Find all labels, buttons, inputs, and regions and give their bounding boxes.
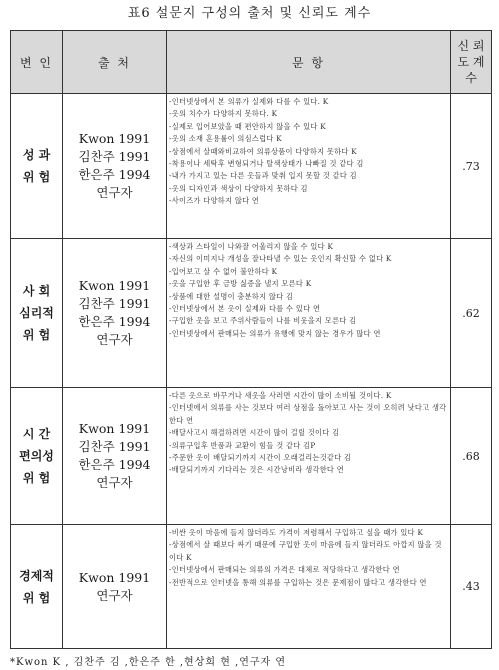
reliability-cell: .62 <box>451 239 492 388</box>
source-cell: Kwon 1991 김찬주 1991 한은주 1994 연구자 <box>63 94 167 239</box>
header-source: 출 처 <box>63 31 167 94</box>
item-text: -상점에서 살때와비교하여 의류상품이 다양하지 못하다 K <box>169 146 357 156</box>
variable-cell: 성 과 위 험 <box>11 94 63 239</box>
reliability-cell: .43 <box>451 525 492 649</box>
item-text: -착용이나 세탁후 변형되거나 탈색상태가 나빠질 것 같다 김 <box>169 159 364 169</box>
item-text: -배달되기까지 기다리는 것은 시간낭비라 생각한다 연 <box>169 465 345 475</box>
item-text: -인터넷상에서 판매되는 의류의 가격은 대체로 적당하다고 생각한다 연 <box>169 565 400 575</box>
item-text: -옷의 소재 혼용률이 의심스럽다 K <box>169 134 282 144</box>
items-cell <box>167 525 451 649</box>
item-text: -의류구입후 반품과 교환이 힘들 것 같다 김P <box>169 440 316 450</box>
survey-source-table <box>10 30 492 649</box>
source-cell: Kwon 1991 연구자 <box>63 525 167 649</box>
item-text: -자신의 이미지나 개성을 잘나타낼 수 있는 옷인지 확신할 수 없다 K <box>169 254 392 264</box>
table-caption: 표6 설문지 구성의 출처 및 신뢰도 계수 <box>127 6 372 21</box>
item-text: -배달사고시 해결하려면 시간이 많이 걸릴 것이다 김 <box>169 428 340 438</box>
item-text: -인터넷상에서 판매되는 의류가 유행에 맞지 않는 경우가 많다 연 <box>169 328 381 338</box>
table-footnote: *Kwon K , 김찬주 김 ,한은주 한 ,현상희 현 ,연구자 연 <box>10 657 287 668</box>
reliability-cell: .73 <box>451 94 492 239</box>
items-cell <box>167 388 451 525</box>
item-text: -다른 옷으로 바꾸거나 새옷을 사러면 시간이 많이 소비될 것이다. K <box>169 391 392 400</box>
header-items: 문 항 <box>167 31 451 94</box>
header-variable: 변 인 <box>11 31 63 94</box>
variable-cell: 시 간 편의성 위 험 <box>11 388 63 525</box>
items-cell <box>167 94 451 239</box>
item-text: -상품에 대한 설명이 충분하지 않다 김 <box>169 291 294 301</box>
item-text: -내가 가지고 있는 다른 옷들과 맞춰 입지 못할 것 같다 김 <box>169 171 357 181</box>
item-text: -사이즈가 다양하지 않다 연 <box>169 196 260 206</box>
item-text: -인터넷상에서 본 의류가 실제와 다를 수 있다. K <box>169 97 329 106</box>
item-text: -실제로 입어보았을 때 편안하지 않을 수 있다 K <box>169 121 326 131</box>
item-text: -인터넷에서 의류를 사는 것보다 여러 상점을 돌아보고 사는 것이 오히려 낫다고 생각한다 연 <box>169 403 447 425</box>
table-row <box>11 94 492 239</box>
item-text: -인터넷상에서 본 옷이 실제와 다를 수 있다 연 <box>169 304 321 314</box>
items-cell <box>167 239 451 388</box>
item-text: -옷의 디자인과 색상이 다양하지 못하다 김 <box>169 183 308 193</box>
item-text: -옷의 치수가 다양하지 못하다. K <box>169 109 278 119</box>
table-row <box>11 239 492 388</box>
item-text: -비싼 옷이 마음에 들지 않더라도 가격이 저렴해서 구입하고 싶을 때가 있다 K <box>169 528 424 537</box>
table-header-row <box>11 31 492 94</box>
item-text: -주문한 옷이 배달되기까지 시간이 오래걸리는것같다 김 <box>169 453 352 463</box>
item-text: -구입한 옷을 보고 주위사람들이 나를 비웃을지 모른다 김 <box>169 316 357 326</box>
item-text: -전반적으로 인터넷을 통해 의류를 구입하는 것은 문제점이 많다고 생각한다 연 <box>169 577 427 587</box>
table-row <box>11 525 492 649</box>
item-text: -색상과 스타일이 나와잘 어울리지 않을 수 있다 K <box>169 242 334 251</box>
item-text: -입어보고 살 수 없어 불안하다 K <box>169 266 278 276</box>
source-cell: Kwon 1991 김찬주 1991 한은주 1994 연구자 <box>63 239 167 388</box>
source-cell: Kwon 1991 김찬주 1991 한은주 1994 연구자 <box>63 388 167 525</box>
item-text: -상점에서 살 때보다 싸기 때문에 구입한 옷이 마음에 들지 않더라도 아깝지 않을 것이다 K <box>169 540 442 562</box>
table-row <box>11 388 492 525</box>
reliability-cell: .68 <box>451 388 492 525</box>
header-reliability: 신 뢰 도 계 수 <box>451 31 492 94</box>
variable-cell: 사 회 심리적 위 험 <box>11 239 63 388</box>
variable-cell: 경제적 위 험 <box>11 525 63 649</box>
item-text: -옷을 구입한 후 금방 싫증을 낼지 모른다 K <box>169 279 312 289</box>
